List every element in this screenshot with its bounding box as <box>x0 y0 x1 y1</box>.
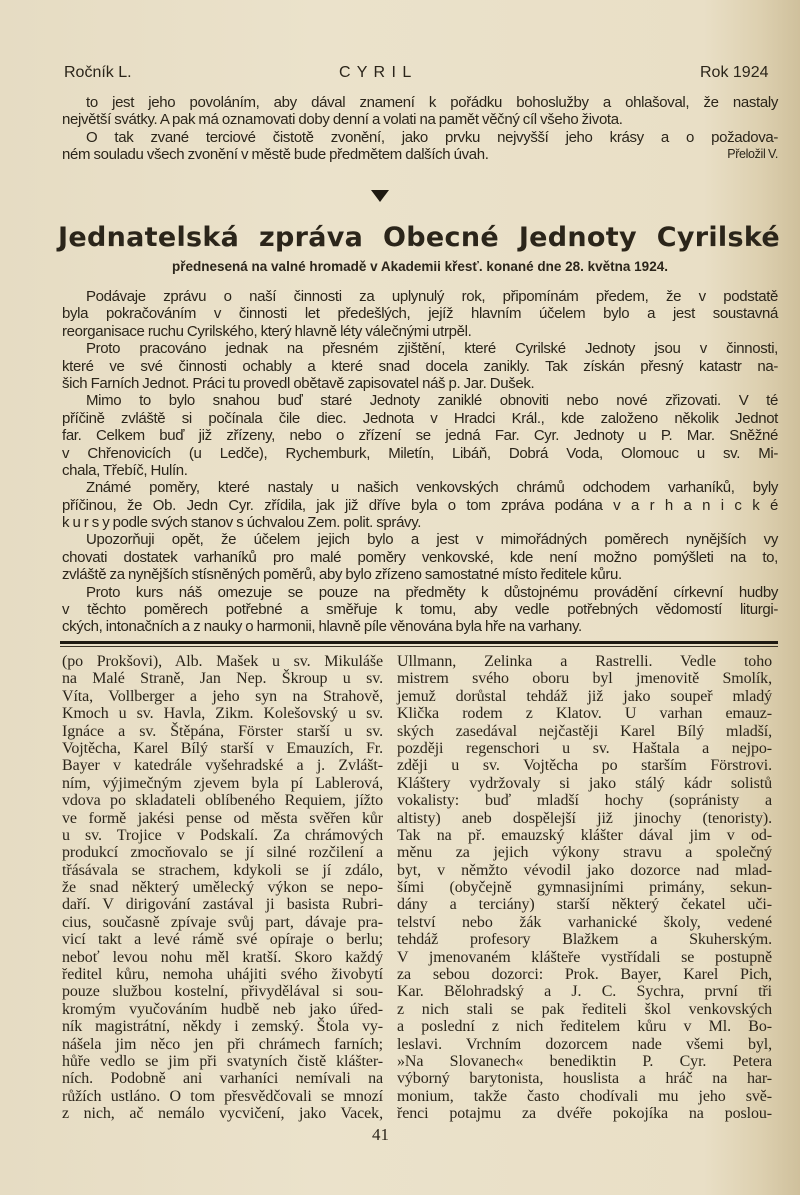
text-line: měnu za jejich výkony stravu a společný <box>397 844 772 862</box>
text-line: produkcí zmocňovalo se jí silné rozčilení a <box>62 844 383 862</box>
text-line: Upozorňuji opět, že účelem jejich bylo a jest v mimořádných poměrech nynějších vy <box>86 531 778 549</box>
text-line: u sv. Trojice v Podskalí. Za chrámových <box>62 826 383 844</box>
text-line: z nich, ač nemálo vycvičení, jako Vacek, <box>62 1105 383 1123</box>
article-subtitle: přednesená na valné hromadě v Akademii křesť. konané dne 28. května 1924. <box>172 259 668 274</box>
text-line: že snad některý umělecký výkon se nepo- <box>62 879 383 897</box>
text-line: šími (obyčejně gymnasijními primány, sekun- <box>397 879 772 897</box>
text-line: ckých, intonačních a z nauky o harmonii, hlavně píle věnována byla hře na varhany. <box>62 618 582 636</box>
journal-title: C Y R I L <box>339 64 413 81</box>
text-line: Kláštery vydržovaly si jako stálý kádr solistů <box>397 774 772 792</box>
previous-article-text <box>62 94 778 164</box>
text-line: daří. V dirigování zastával ji basista Rubri- <box>62 896 383 914</box>
text-line: ních. Podobně ani varhaníci nemívali na <box>62 1070 383 1088</box>
text-line: V jmenovaném klášteře vystřídali se postupně <box>397 948 772 966</box>
text-line: Kmoch u sv. Havla, Zikm. Kolešovský u sv. <box>62 705 383 723</box>
text-line: Proto kurs náš omezuje se pouze na předměty k důstojnému provádění církevní hudby <box>86 583 778 601</box>
text-line: leslavi. Vrchním dozorcem nade všemi byl, <box>397 1035 772 1053</box>
text-line: far. Celkem buď již zřízeny, nebo o zřízení se jedná Far. Cyr. Jednoty u P. Mar. Sněžné <box>62 427 778 445</box>
text-line: altisty) aneb dospělejší již jinochy (tenoristy). <box>397 809 772 827</box>
text-line: vicí takt a levé rámě své opíraje o berlu; <box>62 931 383 949</box>
text-line: Tak na př. emauzský klášter dával jim v od- <box>397 826 772 844</box>
text-line: »Na Slovanech« benediktin P. Cyr. Petera <box>397 1052 772 1070</box>
text-line: reorganisace ruchu Cyrilského, který hlavně léty válečnými utrpěl. <box>62 322 472 340</box>
text-line: z nich stali se pak řediteli škol venkovských <box>397 1000 772 1018</box>
text-line: telství nebo žák varhanické školy, vedené <box>397 913 772 931</box>
text-line: Známé poměry, které nastaly u našich venkovských chrámů odchodem varhaníků, byly <box>86 479 778 497</box>
text-line: chovati dostatek varhaníků pro malé poměry venkovské, kde není možno pomýšleti na to, <box>62 548 778 566</box>
text-line: příčině zvláště si počínala čile diec. Jednota v Hradci Král., kde založeno několik Jednot <box>62 409 778 427</box>
text-line: ník magistrátní, někdy i zemský. Štola vy- <box>62 1018 383 1036</box>
text-line: výborný barytonista, houslista a hráč na har- <box>397 1070 772 1088</box>
text-line: zději u sv. Vojtěcha po starším Förstrovi. <box>397 757 772 775</box>
text-line: chala, Třebíč, Hulín. <box>62 461 188 479</box>
volume-label: Ročník L. <box>64 64 132 81</box>
column-divider-thick-rule <box>60 641 778 644</box>
text-line: cius, současně zpívaje svůj part, dávaje pra- <box>62 913 383 931</box>
text-line: za sebou dozorci: Prok. Bayer, Karel Pich, <box>397 966 772 984</box>
text-line: mistrem svého oboru byl jmenovitě Smolík, <box>397 670 772 688</box>
section-divider-triangle-icon <box>371 190 389 202</box>
text-line: monium, takže často chodívali mu jeho svě- <box>397 1087 772 1105</box>
text-line: Kar. Bělohradský a J. C. Sychra, první tři <box>397 983 772 1001</box>
text-line: byt, v němžto vévodil jako dozorce nad mlad- <box>397 861 772 879</box>
year-label: Rok 1924 <box>700 64 769 81</box>
text-line: to jest jeho povoláním, aby dával znamení k pořádku bohoslužby a ohlašoval, že nastaly <box>86 94 778 111</box>
text-line: později regenschori u sv. Haštala a nejpo- <box>397 739 772 757</box>
text-line: jemuž dorůstal tehdáž již jako soupeř mladý <box>397 687 772 705</box>
text-line: O tak zvané terciové čistotě zvonění, jako prvku nejvyšší jeho krásy a o požadova- <box>86 128 778 146</box>
text-line: ředitel kůru, nemoha uhájiti svého živobytí <box>62 966 383 984</box>
text-line: Víta, Vollberger a jeho syn na Strahově, <box>62 687 383 705</box>
text-line: Ullmann, Zelinka a Rastrelli. Vedle toho <box>397 653 772 670</box>
column-divider-thin-rule <box>60 646 778 647</box>
right-column <box>397 653 772 1123</box>
text-line: tehdáž profesory Blažkem a Skuherským. <box>397 931 772 949</box>
text-line: hůře vedlo se jim při svatyních čistě klášter- <box>62 1052 383 1070</box>
text-line: příčinou, že Ob. Jedn Cyr. zřídila, jak již dříve byla o tom zpráva podána v a r h a n i c k é <box>62 496 778 514</box>
text-line: které ve své činnosti ochably a které snad docela zanikly. Tak získán přesný katastr na- <box>62 357 778 375</box>
text-line: ských zasedával nejčastěji Karel Bílý mladší, <box>397 722 772 740</box>
text-line: zvláště za nynějších stísněných poměrů, aby bylo zřízeno samostatné místo ředitele kůru. <box>62 566 622 584</box>
text-line: Vojtěcha, Karel Bílý starší v Emauzích, Fr. <box>62 739 383 757</box>
text-line: neboť levou nohu měl kratší. Skoro každý <box>62 948 383 966</box>
left-column <box>62 653 383 1123</box>
text-line: a poslední z nich ředitelem kůru v Ml. Bo- <box>397 1018 772 1036</box>
text-line: byla pokračováním v činnosti let předešlých, jejíž hlavním účelem bylo a jest soustavná <box>62 305 778 323</box>
text-line: ve formě jakési pense od města svěřen kůr <box>62 809 383 827</box>
text-line: kromým vyučováním hudbě neb jako úřed- <box>62 1000 383 1018</box>
text-line: (po Prokšovi), Alb. Mašek u sv. Mikuláše <box>62 653 383 670</box>
page-number: 41 <box>372 1125 389 1144</box>
text-line: růžích ustláno. O tom přesvědčovali se mnozí <box>62 1087 383 1105</box>
text-line-content: ném souladu všech zvonění v městě bude předmětem dalších úvah. <box>62 146 489 164</box>
article-body <box>62 288 778 636</box>
text-line: na Malé Straně, Jan Nep. Škroup u sv. <box>62 670 383 688</box>
text-line: největší svátky. A pak má oznamovati doby denní a volati na pamět věčný cíl všeho života. <box>62 111 623 129</box>
article-title: Jednatelská zpráva Obecné Jednoty Cyrilské <box>58 222 780 253</box>
text-line: vdova po skladateli oblíbeného Requiem, jížto <box>62 792 383 810</box>
text-line: v Chřenovicích (u Ledče), Rychemburk, Miletín, Libáň, Dobrá Voda, Olomouc u sv. Mi- <box>62 444 778 462</box>
text-line: šich Farních Jednot. Práci tu provedl obětavě zapisovatel náš p. Jar. Dušek. <box>62 374 535 392</box>
text-line: Ignáce a sv. Štěpána, Förster starší u sv. <box>62 722 383 740</box>
text-line: třásávala se strachem, kdykoli se jí zdálo, <box>62 861 383 879</box>
text-line: dány a terciány) starší některý čekatel uči- <box>397 896 772 914</box>
text-line: Proto pracováno jednak na přesném zjištění, které Cyrilské Jednoty jsou v činnosti, <box>86 340 778 358</box>
text-line: pouze službou kostelní, přivydělával si sou- <box>62 983 383 1001</box>
text-line: Mimo to bylo snahou buď staré Jednoty zaniklé obnoviti nebo nové zřizovati. V té <box>86 392 778 410</box>
text-line: řenci potajmu za dvéře pokojíka na poslou- <box>397 1105 772 1123</box>
text-line <box>62 146 778 163</box>
text-line: Bayer v katedrále vyšehradské a j. Zvlášt- <box>62 757 383 775</box>
text-line: nášela jim něco jen při chrámech farních; <box>62 1035 383 1053</box>
text-line: vokalisty: buď mladší hochy (sopránisty a <box>397 792 772 810</box>
text-line: Klička rodem z Klatov. U varhan emauz- <box>397 705 772 723</box>
text-line: v těchto poměrech potřebné a směřuje k tomu, aby vedle potřebných vědomostí liturgi- <box>62 601 778 619</box>
text-line: Podávaje zprávu o naší činnosti za uplynulý rok, připomínám předem, že v podstatě <box>86 288 778 305</box>
translator-signature: Přeložil V. <box>727 147 778 162</box>
text-line: ním, výjimečným zjevem byla pí Lablerová, <box>62 774 383 792</box>
text-line: k u r s y podle svých stanov s úchvalou Zem. polit. správy. <box>62 514 422 532</box>
